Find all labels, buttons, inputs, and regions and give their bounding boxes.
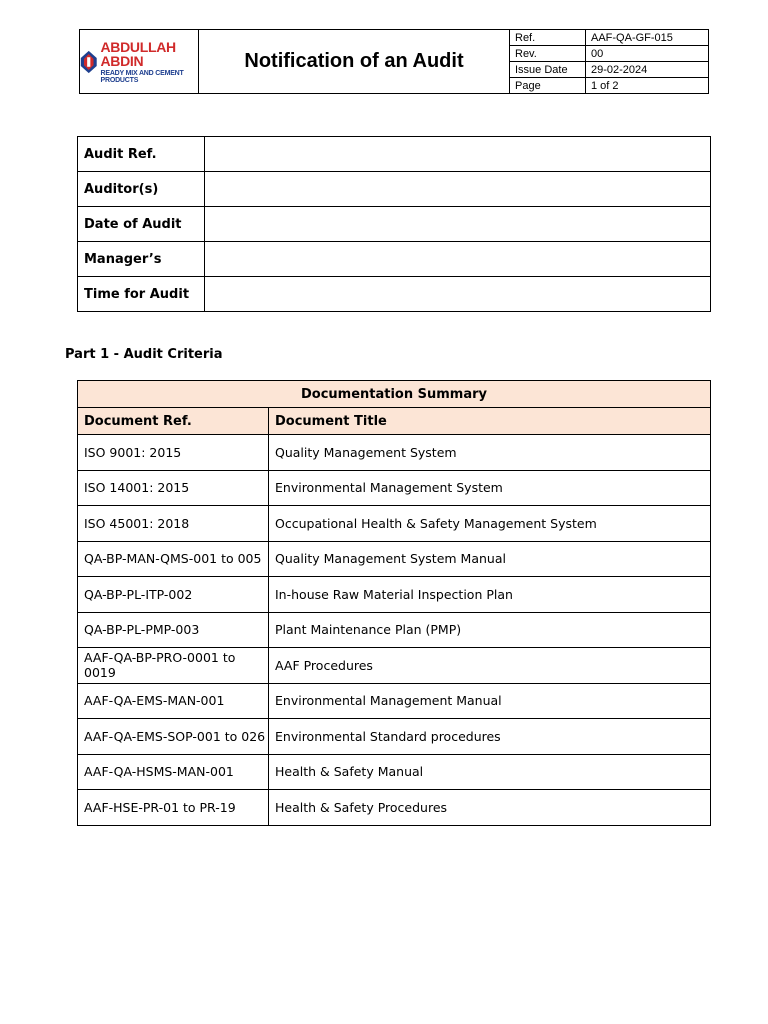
table-row [78,541,711,577]
table-row [78,435,711,471]
document-ref: AAF-QA-EMS-MAN-001 [78,683,269,719]
managers-field[interactable] [205,242,711,277]
time-for-audit-field[interactable] [205,277,711,312]
table-row [78,754,711,790]
table-row [78,577,711,613]
document-ref: QA-BP-PL-ITP-002 [78,577,269,613]
documentation-summary-table [77,380,711,826]
document-ref: ISO 45001: 2018 [78,506,269,542]
meta-value-issue-date: 29-02-2024 [586,62,709,78]
date-of-audit-row [78,207,711,242]
table-row [78,719,711,755]
table-row [78,612,711,648]
company-logo [80,40,198,84]
document-ref: AAF-HSE-PR-01 to PR-19 [78,790,269,826]
document-ref: AAF-QA-EMS-SOP-001 to 026 [78,719,269,755]
document-title: Quality Management System Manual [269,541,711,577]
document-title: Health & Safety Manual [269,754,711,790]
auditors-label: Auditor(s) [78,172,205,207]
meta-key-issue-date: Issue Date [510,62,586,78]
managers-row [78,242,711,277]
document-title: Health & Safety Procedures [269,790,711,826]
meta-key-ref: Ref. [510,30,586,46]
section-title: Part 1 - Audit Criteria [65,347,223,362]
date-of-audit-label: Date of Audit [78,207,205,242]
auditors-row [78,172,711,207]
meta-key-page: Page [510,78,586,94]
document-header [79,29,709,94]
table-row [78,648,711,684]
document-title: Environmental Management Manual [269,683,711,719]
document-title: AAF Procedures [269,648,711,684]
page-title: Notification of an Audit [199,30,510,94]
document-title: Quality Management System [269,435,711,471]
document-ref: AAF-QA-BP-PRO-0001 to 0019 [78,648,269,684]
time-for-audit-row [78,277,711,312]
table-row [78,470,711,506]
meta-value-ref: AAF-QA-GF-015 [586,30,709,46]
column-header-document-title: Document Title [269,408,711,435]
managers-label: Manager’s [78,242,205,277]
logo-cell [80,30,199,94]
logo-tagline: READY MIX AND CEMENT PRODUCTS [100,69,184,84]
logo-mark-icon [80,47,98,77]
document-ref: QA-BP-PL-PMP-003 [78,612,269,648]
table-row [78,683,711,719]
table-row [78,790,711,826]
meta-value-rev: 00 [586,46,709,62]
auditors-field[interactable] [205,172,711,207]
document-title: Occupational Health & Safety Management System [269,506,711,542]
meta-key-rev: Rev. [510,46,586,62]
document-ref: QA-BP-MAN-QMS-001 to 005 [78,541,269,577]
document-ref: AAF-QA-HSMS-MAN-001 [78,754,269,790]
audit-ref-row [78,137,711,172]
column-header-document-ref: Document Ref. [78,408,269,435]
audit-info-table [77,136,711,312]
document-title: Plant Maintenance Plan (PMP) [269,612,711,648]
document-ref: ISO 14001: 2015 [78,470,269,506]
logo-name: ABDULLAH ABDIN [100,38,176,69]
document-title: In-house Raw Material Inspection Plan [269,577,711,613]
document-title: Environmental Standard procedures [269,719,711,755]
document-title: Environmental Management System [269,470,711,506]
audit-ref-label: Audit Ref. [78,137,205,172]
date-of-audit-field[interactable] [205,207,711,242]
documentation-summary-title: Documentation Summary [78,381,711,408]
table-row [78,506,711,542]
document-ref: ISO 9001: 2015 [78,435,269,471]
meta-value-page: 1 of 2 [586,78,709,94]
audit-ref-field[interactable] [205,137,711,172]
time-for-audit-label: Time for Audit [78,277,205,312]
